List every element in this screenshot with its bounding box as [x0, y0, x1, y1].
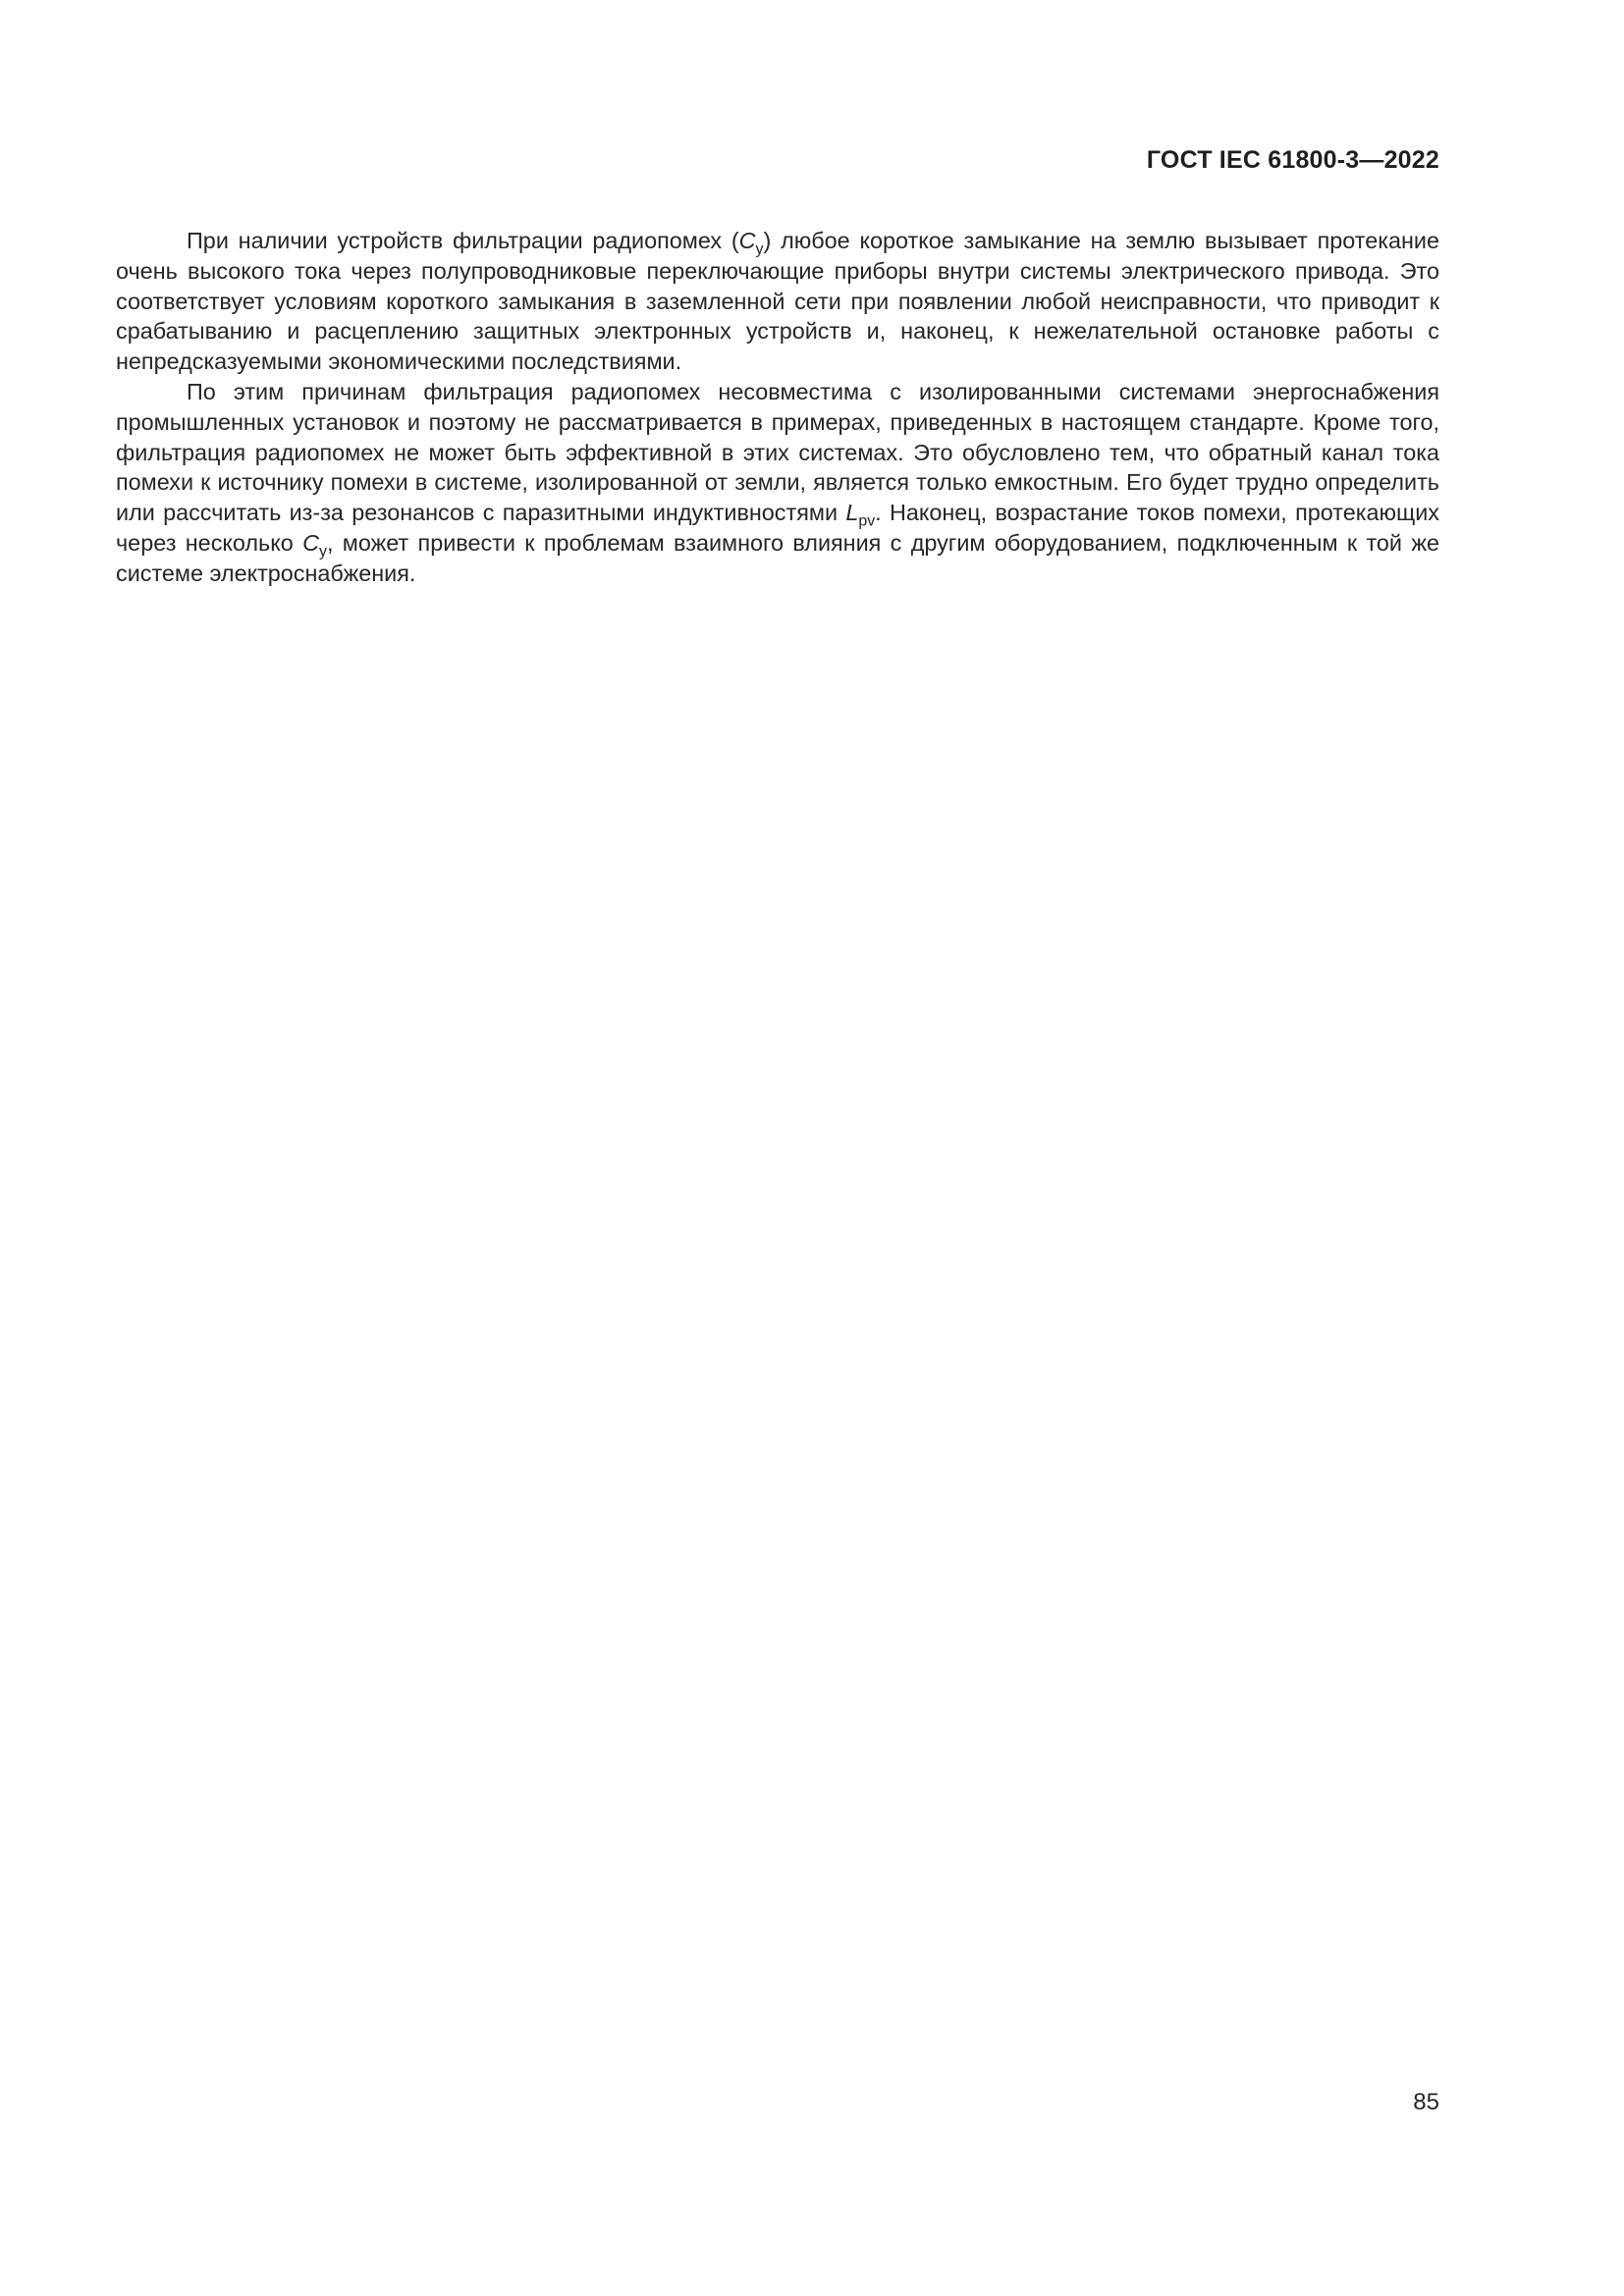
variable-c: $C_y$ — [738, 228, 764, 258]
variable-c: $C_y$ — [302, 529, 327, 561]
variable-l: $L_{pv}$ — [845, 500, 876, 530]
paragraph-1-text-b: ) любое короткое замыкание на землю вызывает протекание очень высокого тока через полупроводниковые переключающие приборы внутри системы электрического привода. Это соответствует условиям короткого замыкания в заземленной сети при появлении любой неисправности, что приводит к срабатыванию и расцеплению защитных электронных устройств и, наконец, к нежелательной остановке работы с непредсказуемыми экономическими последствиями. — [116, 228, 1440, 375]
subscript-y: y — [318, 543, 327, 561]
paragraph-1-text-a: При наличии устройств фильтрации радиопомех ( — [187, 228, 739, 253]
subscript-y: y — [755, 240, 764, 258]
paragraph-2-text-a: По этим причинам фильтрация радиопомех несовместима с изолированными системами энергоснабжения промышленных установок и поэтому не рассматривается в примерах, приведенных в настоящем стандарте. Кроме того, фильтрация радиопомех не может быть эффективной в этих системах. Это обусловлено тем, что обратный канал тока помехи к источнику помехи в системе, изолированной от земли, является только емкостным. Его будет трудно определить или рассчитать из-за резонансов с паразитными индуктивностями — [116, 378, 1439, 526]
subscript-pv: pv — [858, 512, 876, 530]
document-header — [1147, 146, 1439, 175]
paragraph-2-text-b: . Наконец, возрастание токов помехи, протекающих через несколько — [116, 500, 1440, 556]
page-number: 85 — [1413, 2089, 1439, 2115]
paragraph-2-text-c: , может привести к проблемам взаимного влияния с другим оборудованием, подключенным к той же системе электроснабжения. — [116, 529, 1440, 586]
document-id: ГОСТ IEC 61800-3—2022 — [1146, 146, 1439, 174]
body-text — [116, 226, 1439, 589]
paragraph-1 — [116, 226, 1439, 377]
paragraph-2 — [116, 377, 1439, 589]
